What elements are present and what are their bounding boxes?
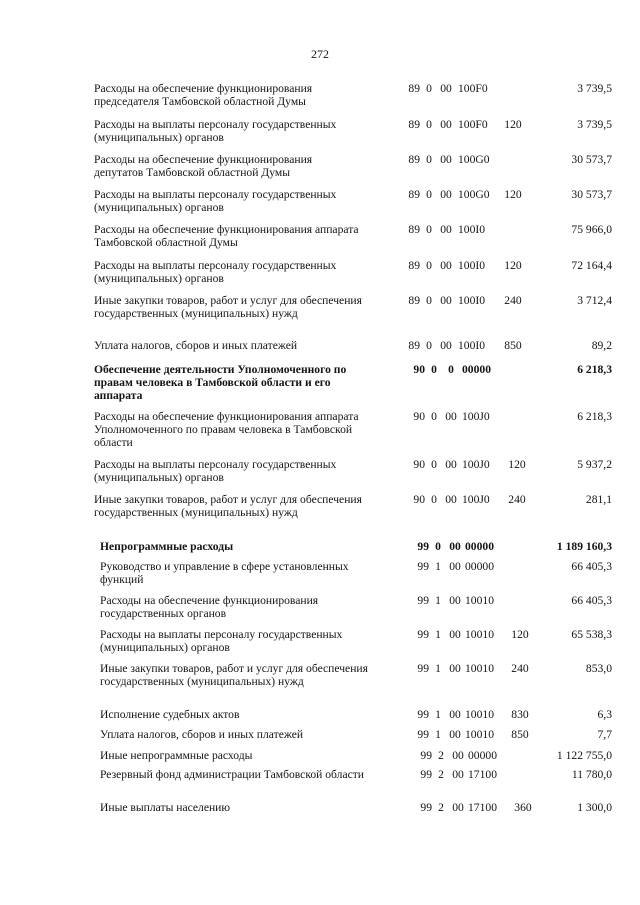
row-description: Иные закупки товаров, работ и услуг для обеспечения государственных (муниципальных) нужд	[94, 294, 362, 321]
code-part-1: 99	[420, 801, 432, 814]
code-part-1: 89	[408, 118, 420, 131]
code-part-1: 90	[413, 458, 425, 471]
code-part-1: 99	[417, 708, 429, 721]
code-part-3: 00	[449, 662, 461, 675]
code-part-3: 00	[440, 188, 452, 201]
expense-type: 850	[504, 339, 522, 352]
code-part-2: 0	[426, 153, 432, 166]
code-part-1: 99	[417, 628, 429, 641]
expense-type: 240	[511, 662, 529, 675]
code-part-4: 100I0	[458, 294, 486, 307]
expense-type: 120	[504, 118, 522, 131]
code-part-4: 00000	[465, 540, 494, 553]
code-part-3: 00	[449, 560, 461, 573]
code-part-1: 89	[408, 188, 420, 201]
code-part-3: 00	[440, 339, 452, 352]
row-description: Расходы на обеспечение функционирования аппарата Уполномоченного по правам человека в Тамбовской области	[94, 410, 359, 450]
code-part-4: 100F0	[458, 118, 488, 131]
code-part-1: 90	[413, 363, 425, 376]
row-description: Уплата налогов, сборов и иных платежей	[100, 728, 304, 741]
code-part-1: 90	[413, 493, 425, 506]
row-description: Непрограммные расходы	[100, 540, 234, 553]
code-part-3: 00	[440, 82, 452, 95]
code-part-3: 00	[449, 628, 461, 641]
code-part-2: 1	[435, 560, 441, 573]
code-part-1: 99	[420, 768, 432, 781]
code-part-3: 00	[445, 458, 457, 471]
row-description: Обеспечение деятельности Уполномоченного по правам человека в Тамбовской области и его аппарата	[94, 363, 347, 403]
code-part-2: 0	[431, 363, 437, 376]
code-part-4: 10010	[465, 728, 494, 741]
page-number: 272	[311, 47, 329, 61]
row-description: Расходы на обеспечение функционирования председателя Тамбовской областной Думы	[94, 82, 313, 109]
code-part-1: 99	[417, 540, 429, 553]
code-part-1: 90	[413, 410, 425, 423]
code-part-3: 0	[448, 363, 454, 376]
code-part-2: 0	[426, 188, 432, 201]
row-amount: 6 218,3	[577, 410, 612, 423]
row-amount: 6 218,3	[577, 363, 612, 376]
code-part-3: 00	[449, 594, 461, 607]
row-amount: 853,0	[585, 662, 612, 675]
code-part-3: 00	[440, 223, 452, 236]
code-part-1: 99	[417, 560, 429, 573]
code-part-3: 00	[449, 540, 461, 553]
code-part-4: 17100	[468, 801, 497, 814]
row-description: Руководство и управление в сфере установленных функций	[100, 560, 349, 587]
row-amount: 30 573,7	[571, 153, 612, 166]
row-description: Уплата налогов, сборов и иных платежей	[94, 339, 298, 352]
row-amount: 5 937,2	[577, 458, 612, 471]
row-amount: 75 966,0	[571, 223, 612, 236]
row-amount: 281,1	[585, 493, 612, 506]
code-part-4: 00000	[465, 560, 494, 573]
row-description: Иные закупки товаров, работ и услуг для обеспечения государственных (муниципальных) нужд	[94, 493, 362, 520]
row-amount: 1 122 755,0	[556, 749, 612, 762]
code-part-4: 100I0	[458, 223, 486, 236]
expense-type: 120	[511, 628, 529, 641]
code-part-2: 0	[431, 410, 437, 423]
code-part-3: 00	[452, 801, 464, 814]
code-part-4: 00000	[468, 749, 497, 762]
row-description: Иные закупки товаров, работ и услуг для обеспечения государственных (муниципальных) нужд	[100, 662, 368, 689]
code-part-3: 00	[440, 153, 452, 166]
row-amount: 1 189 160,3	[556, 540, 612, 553]
expense-type: 120	[504, 259, 522, 272]
code-part-2: 0	[426, 118, 432, 131]
row-description: Расходы на выплаты персоналу государственных (муниципальных) органов	[100, 628, 343, 655]
row-description: Расходы на обеспечение функционирования аппарата Тамбовской областной Думы	[94, 223, 359, 250]
code-part-4: 10010	[465, 662, 494, 675]
code-part-1: 99	[420, 749, 432, 762]
code-part-3: 00	[452, 768, 464, 781]
expense-type: 120	[508, 458, 526, 471]
code-part-2: 1	[435, 728, 441, 741]
expense-type: 360	[514, 801, 532, 814]
code-part-2: 0	[435, 540, 441, 553]
row-description: Расходы на выплаты персоналу государственных (муниципальных) органов	[94, 118, 337, 145]
code-part-1: 89	[408, 259, 420, 272]
code-part-3: 00	[449, 708, 461, 721]
row-description: Расходы на выплаты персоналу государственных (муниципальных) органов	[94, 458, 337, 485]
code-part-4: 100J0	[462, 493, 490, 506]
code-part-1: 89	[408, 339, 420, 352]
expense-type: 830	[511, 708, 529, 721]
code-part-4: 100J0	[462, 458, 490, 471]
code-part-1: 89	[408, 294, 420, 307]
row-description: Иные непрограммные расходы	[100, 749, 253, 762]
code-part-4: 100J0	[462, 410, 490, 423]
code-part-2: 2	[438, 801, 444, 814]
code-part-4: 10010	[465, 628, 494, 641]
code-part-3: 00	[440, 294, 452, 307]
row-amount: 3 739,5	[577, 82, 612, 95]
row-amount: 1 300,0	[577, 801, 612, 814]
code-part-4: 00000	[462, 363, 491, 376]
code-part-2: 1	[435, 708, 441, 721]
code-part-3: 00	[449, 728, 461, 741]
code-part-2: 0	[426, 339, 432, 352]
code-part-2: 0	[431, 458, 437, 471]
row-description: Расходы на выплаты персоналу государственных (муниципальных) органов	[94, 259, 337, 286]
code-part-4: 100F0	[458, 82, 488, 95]
row-amount: 66 405,3	[571, 594, 612, 607]
code-part-2: 0	[426, 82, 432, 95]
row-amount: 89,2	[591, 339, 612, 352]
row-amount: 3 712,4	[577, 294, 612, 307]
row-description: Резервный фонд администрации Тамбовской области	[100, 768, 365, 781]
code-part-4: 10010	[465, 594, 494, 607]
code-part-2: 0	[426, 223, 432, 236]
row-description: Иные выплаты населению	[100, 801, 231, 814]
expense-type: 120	[504, 188, 522, 201]
code-part-2: 1	[435, 594, 441, 607]
code-part-4: 100G0	[458, 153, 490, 166]
code-part-2: 2	[438, 768, 444, 781]
row-amount: 72 164,4	[571, 259, 612, 272]
row-description: Расходы на выплаты персоналу государственных (муниципальных) органов	[94, 188, 337, 215]
expense-type: 240	[504, 294, 522, 307]
row-amount: 66 405,3	[571, 560, 612, 573]
row-description: Исполнение судебных актов	[100, 708, 240, 721]
code-part-1: 99	[417, 662, 429, 675]
row-amount: 11 780,0	[571, 768, 612, 781]
code-part-1: 89	[408, 223, 420, 236]
row-amount: 7,7	[597, 728, 612, 741]
code-part-3: 00	[452, 749, 464, 762]
code-part-3: 00	[440, 118, 452, 131]
code-part-2: 0	[431, 493, 437, 506]
row-amount: 30 573,7	[571, 188, 612, 201]
code-part-1: 89	[408, 153, 420, 166]
code-part-4: 100I0	[458, 259, 486, 272]
row-amount: 3 739,5	[577, 118, 612, 131]
code-part-1: 99	[417, 594, 429, 607]
code-part-1: 99	[417, 728, 429, 741]
row-amount: 65 538,3	[571, 628, 612, 641]
row-description: Расходы на обеспечение функционирования государственных органов	[100, 594, 319, 621]
row-amount: 6,3	[597, 708, 612, 721]
code-part-2: 1	[435, 628, 441, 641]
expense-type: 850	[511, 728, 529, 741]
code-part-2: 0	[426, 259, 432, 272]
row-description: Расходы на обеспечение функционирования депутатов Тамбовской областной Думы	[94, 153, 313, 180]
code-part-4: 100I0	[458, 339, 486, 352]
code-part-4: 17100	[468, 768, 497, 781]
code-part-4: 100G0	[458, 188, 490, 201]
code-part-2: 2	[438, 749, 444, 762]
code-part-3: 00	[440, 259, 452, 272]
code-part-2: 1	[435, 662, 441, 675]
code-part-2: 0	[426, 294, 432, 307]
code-part-3: 00	[445, 493, 457, 506]
code-part-3: 00	[445, 410, 457, 423]
expense-type: 240	[508, 493, 526, 506]
code-part-4: 10010	[465, 708, 494, 721]
code-part-1: 89	[408, 82, 420, 95]
